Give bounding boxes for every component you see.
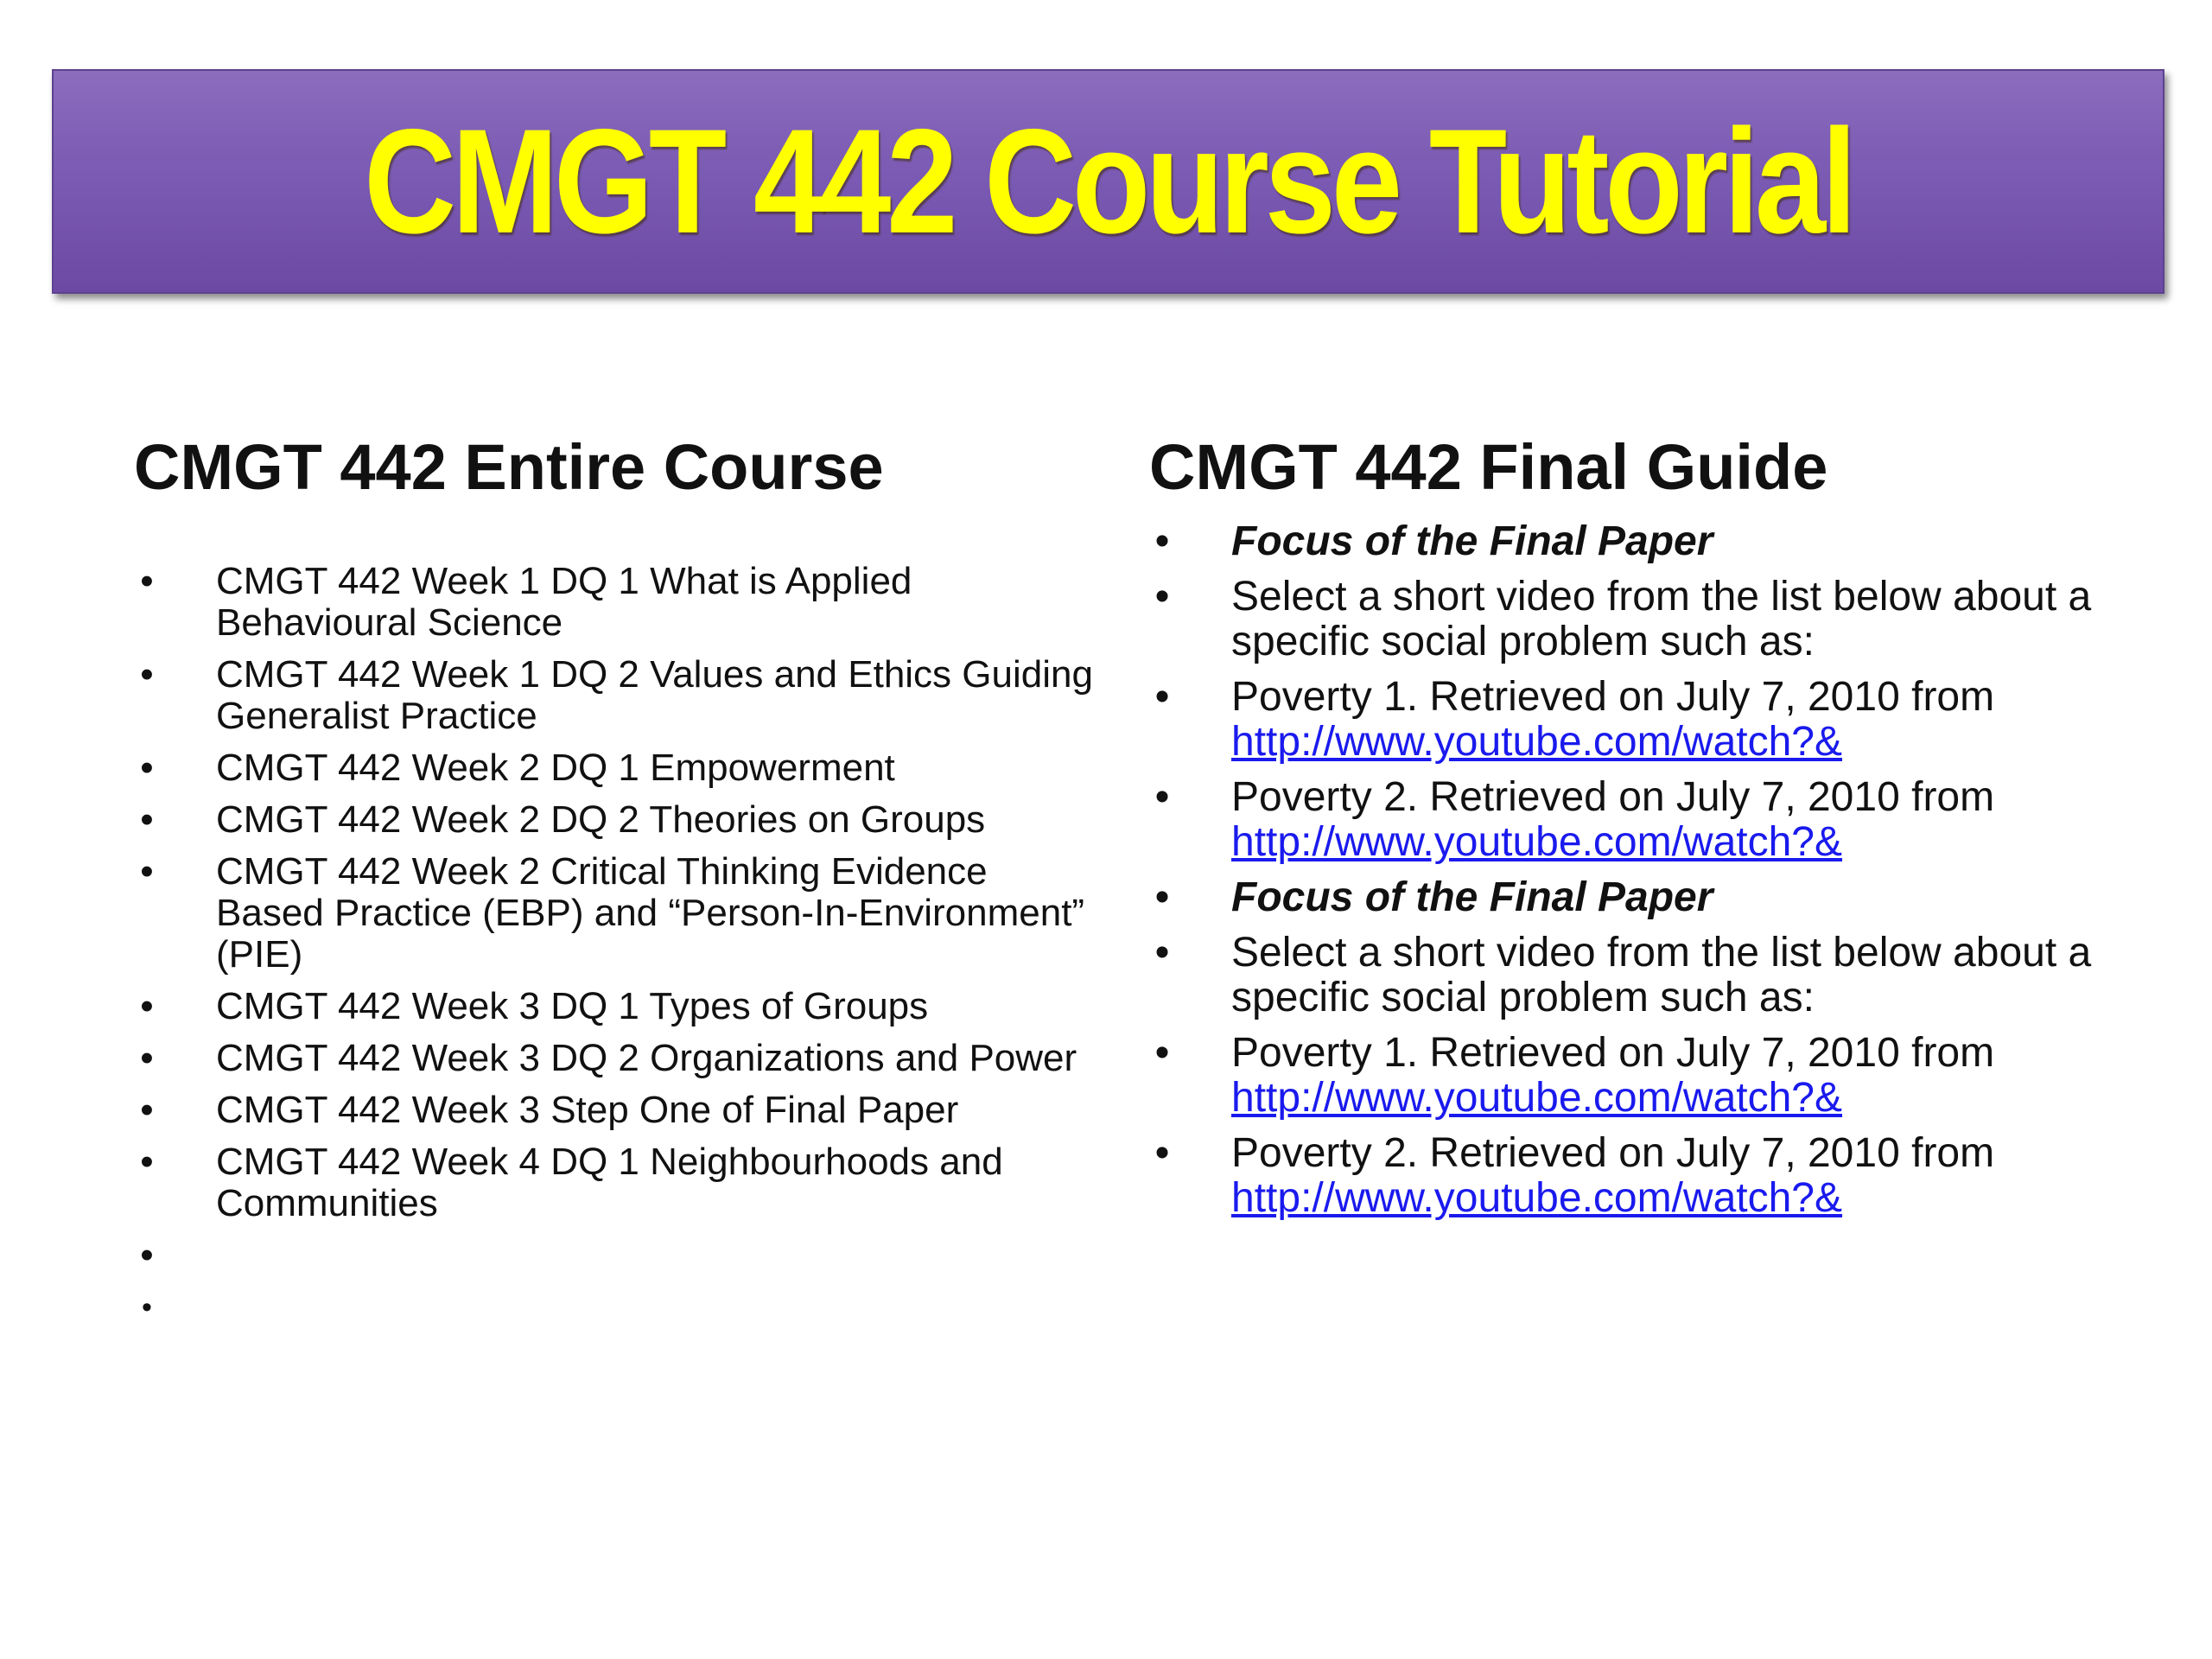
list-item-text: CMGT 442 Week 3 DQ 1 Types of Groups <box>216 985 929 1028</box>
bullet-icon: • <box>140 798 154 842</box>
youtube-link[interactable]: http://www.youtube.com/watch?& <box>1231 819 1843 866</box>
list-item <box>1149 575 2117 664</box>
list-item <box>134 851 1093 976</box>
list-item <box>1149 931 2117 1020</box>
list-item-text: CMGT 442 Week 2 DQ 2 Theories on Groups <box>216 798 986 842</box>
focus-label: Focus of the Final Paper <box>1231 518 1713 565</box>
final-guide-column <box>1149 432 2117 1231</box>
bullet-icon: • <box>1154 574 1170 620</box>
bullet-icon: • <box>1154 874 1170 921</box>
bullet-icon: • <box>1154 1030 1170 1077</box>
youtube-link[interactable]: http://www.youtube.com/watch?& <box>1231 1075 1843 1122</box>
bullet-icon: • <box>140 1037 154 1080</box>
bullet-icon: • <box>1154 1130 1170 1177</box>
list-item <box>1149 875 2117 920</box>
title-banner <box>52 69 2164 294</box>
bullet-icon: • <box>1154 774 1170 821</box>
final-guide-list <box>1149 519 2117 1221</box>
list-item-text: CMGT 442 Week 2 Critical Thinking Evidence Based Practice (EBP) and “Person-In-Environment” (PIE) <box>216 850 1085 976</box>
list-item <box>1149 1131 2117 1221</box>
list-item-text: CMGT 442 Week 2 DQ 1 Empowerment <box>216 747 895 790</box>
entire-course-column <box>134 432 1093 1338</box>
bullet-icon: • <box>140 850 154 893</box>
list-item-text: CMGT 442 Week 3 DQ 2 Organizations and Power <box>216 1037 1077 1080</box>
list-item-text: CMGT 442 Week 4 DQ 1 Neighbourhoods and Communities <box>216 1141 1003 1225</box>
list-item <box>134 561 1093 644</box>
bullet-icon: • <box>140 747 154 790</box>
select-video-text: Select a short video from the list below about a specific social problem such as: <box>1231 930 2092 1021</box>
list-item <box>134 747 1093 789</box>
list-item <box>1149 519 2117 564</box>
youtube-link[interactable]: http://www.youtube.com/watch?& <box>1231 719 1843 766</box>
poverty-2-text: Poverty 2. Retrieved on July 7, 2010 from <box>1231 1130 1995 1177</box>
empty-list-item <box>134 1235 1093 1276</box>
bullet-icon: • <box>140 1141 154 1184</box>
list-item <box>134 654 1093 737</box>
select-video-text: Select a short video from the list below about a specific social problem such as: <box>1231 574 2092 665</box>
list-item <box>134 986 1093 1027</box>
poverty-2-text: Poverty 2. Retrieved on July 7, 2010 from <box>1231 774 1995 821</box>
empty-list-item <box>134 1287 1093 1328</box>
bullet-icon: • <box>142 1291 152 1325</box>
list-item <box>1149 675 2117 765</box>
bullet-icon: • <box>1154 930 1170 976</box>
focus-label: Focus of the Final Paper <box>1231 874 1713 921</box>
entire-course-heading: CMGT 442 Entire Course <box>134 431 884 503</box>
bullet-icon: • <box>1154 674 1170 721</box>
poverty-1-text: Poverty 1. Retrieved on July 7, 2010 from <box>1231 1030 1995 1077</box>
bullet-icon: • <box>140 985 154 1028</box>
list-item <box>1149 1031 2117 1121</box>
poverty-1-text: Poverty 1. Retrieved on July 7, 2010 from <box>1231 674 1995 721</box>
final-guide-heading: CMGT 442 Final Guide <box>1149 431 1828 503</box>
bullet-icon: • <box>140 1234 154 1277</box>
list-item <box>134 1090 1093 1131</box>
list-item-text: CMGT 442 Week 3 Step One of Final Paper <box>216 1089 959 1132</box>
list-item <box>134 1141 1093 1224</box>
list-item <box>134 799 1093 841</box>
list-item <box>1149 775 2117 865</box>
bullet-icon: • <box>140 653 154 696</box>
bullet-icon: • <box>140 560 154 603</box>
page-title: CMGT 442 Course Tutorial <box>364 99 1853 264</box>
list-item-text: CMGT 442 Week 1 DQ 1 What is Applied Behavioural Science <box>216 560 912 645</box>
list-item <box>134 1038 1093 1079</box>
youtube-link[interactable]: http://www.youtube.com/watch?& <box>1231 1175 1843 1222</box>
list-item-text: CMGT 442 Week 1 DQ 2 Values and Ethics Guiding Generalist Practice <box>216 653 1093 738</box>
bullet-icon: • <box>1154 518 1170 565</box>
course-list <box>134 561 1093 1328</box>
bullet-icon: • <box>140 1089 154 1132</box>
